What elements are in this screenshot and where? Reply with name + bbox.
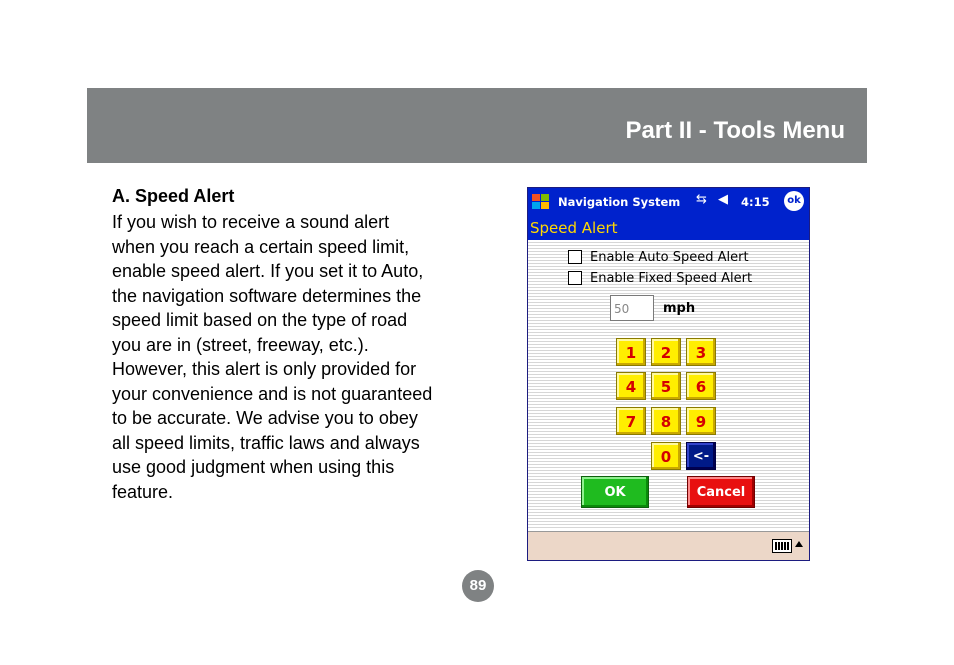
- speed-unit-label: mph: [663, 301, 696, 316]
- keypad-6[interactable]: 6: [686, 372, 716, 400]
- keypad-3[interactable]: 3: [686, 338, 716, 366]
- keypad-1[interactable]: 1: [616, 338, 646, 366]
- body-line: speed limit based on the type of road: [112, 310, 408, 330]
- body-line: feature.: [112, 481, 174, 502]
- keypad-7[interactable]: 7: [616, 407, 646, 435]
- header-banner: [87, 88, 867, 163]
- body-line: you are in (street, freeway, etc.).: [112, 334, 369, 355]
- ok-button[interactable]: OK: [581, 476, 649, 508]
- body-line: when you reach a certain speed limit,: [112, 236, 410, 257]
- body-line: the navigation software determines the: [112, 285, 422, 306]
- body-line: use good judgment when using this: [112, 457, 395, 477]
- device-titlebar: [528, 188, 809, 216]
- body-line: enable speed alert. If you set it to Auto,: [112, 261, 424, 281]
- auto-speed-alert-checkbox[interactable]: [568, 250, 582, 264]
- body-line: your convenience and is not guaranteed: [112, 383, 433, 404]
- section-heading: A. Speed Alert: [112, 186, 235, 206]
- keypad-backspace[interactable]: <-: [686, 442, 716, 470]
- auto-speed-alert-row[interactable]: [568, 248, 749, 266]
- connectivity-icon[interactable]: ⇆: [696, 192, 707, 207]
- body-line: all speed limits, traffic laws and always: [112, 432, 420, 453]
- app-title: Navigation System: [558, 195, 681, 209]
- body-text: [112, 210, 484, 504]
- keypad-2[interactable]: 2: [651, 338, 681, 366]
- keypad-4[interactable]: 4: [616, 372, 646, 400]
- body-line: If you wish to receive a sound alert: [112, 212, 390, 232]
- banner-title: Part II - Tools Menu: [625, 117, 845, 144]
- fixed-speed-alert-checkbox[interactable]: [568, 271, 582, 285]
- windows-start-icon[interactable]: [530, 192, 552, 212]
- speed-limit-input[interactable]: 50: [610, 295, 654, 321]
- device-footer: [528, 531, 809, 561]
- body-line: However, this alert is only provided for: [112, 359, 417, 379]
- ok-close-button[interactable]: ok: [784, 191, 804, 211]
- fixed-speed-alert-row[interactable]: [568, 269, 752, 287]
- auto-speed-alert-label: Enable Auto Speed Alert: [590, 249, 749, 265]
- page-number: 89: [462, 570, 494, 602]
- input-panel-arrow-icon[interactable]: [795, 541, 803, 547]
- screen-title: Speed Alert: [528, 216, 809, 240]
- keyboard-icon[interactable]: [772, 539, 792, 553]
- fixed-speed-alert-label: Enable Fixed Speed Alert: [590, 270, 753, 286]
- body-line: to be accurate. We advise you to obey: [112, 408, 418, 428]
- keypad-9[interactable]: 9: [686, 407, 716, 435]
- device-screenshot: [527, 187, 810, 561]
- cancel-button[interactable]: Cancel: [687, 476, 755, 508]
- clock[interactable]: 4:15: [741, 195, 770, 209]
- volume-icon[interactable]: ◀︎: [718, 192, 728, 207]
- keypad-0[interactable]: 0: [651, 442, 681, 470]
- keypad-8[interactable]: 8: [651, 407, 681, 435]
- keypad-5[interactable]: 5: [651, 372, 681, 400]
